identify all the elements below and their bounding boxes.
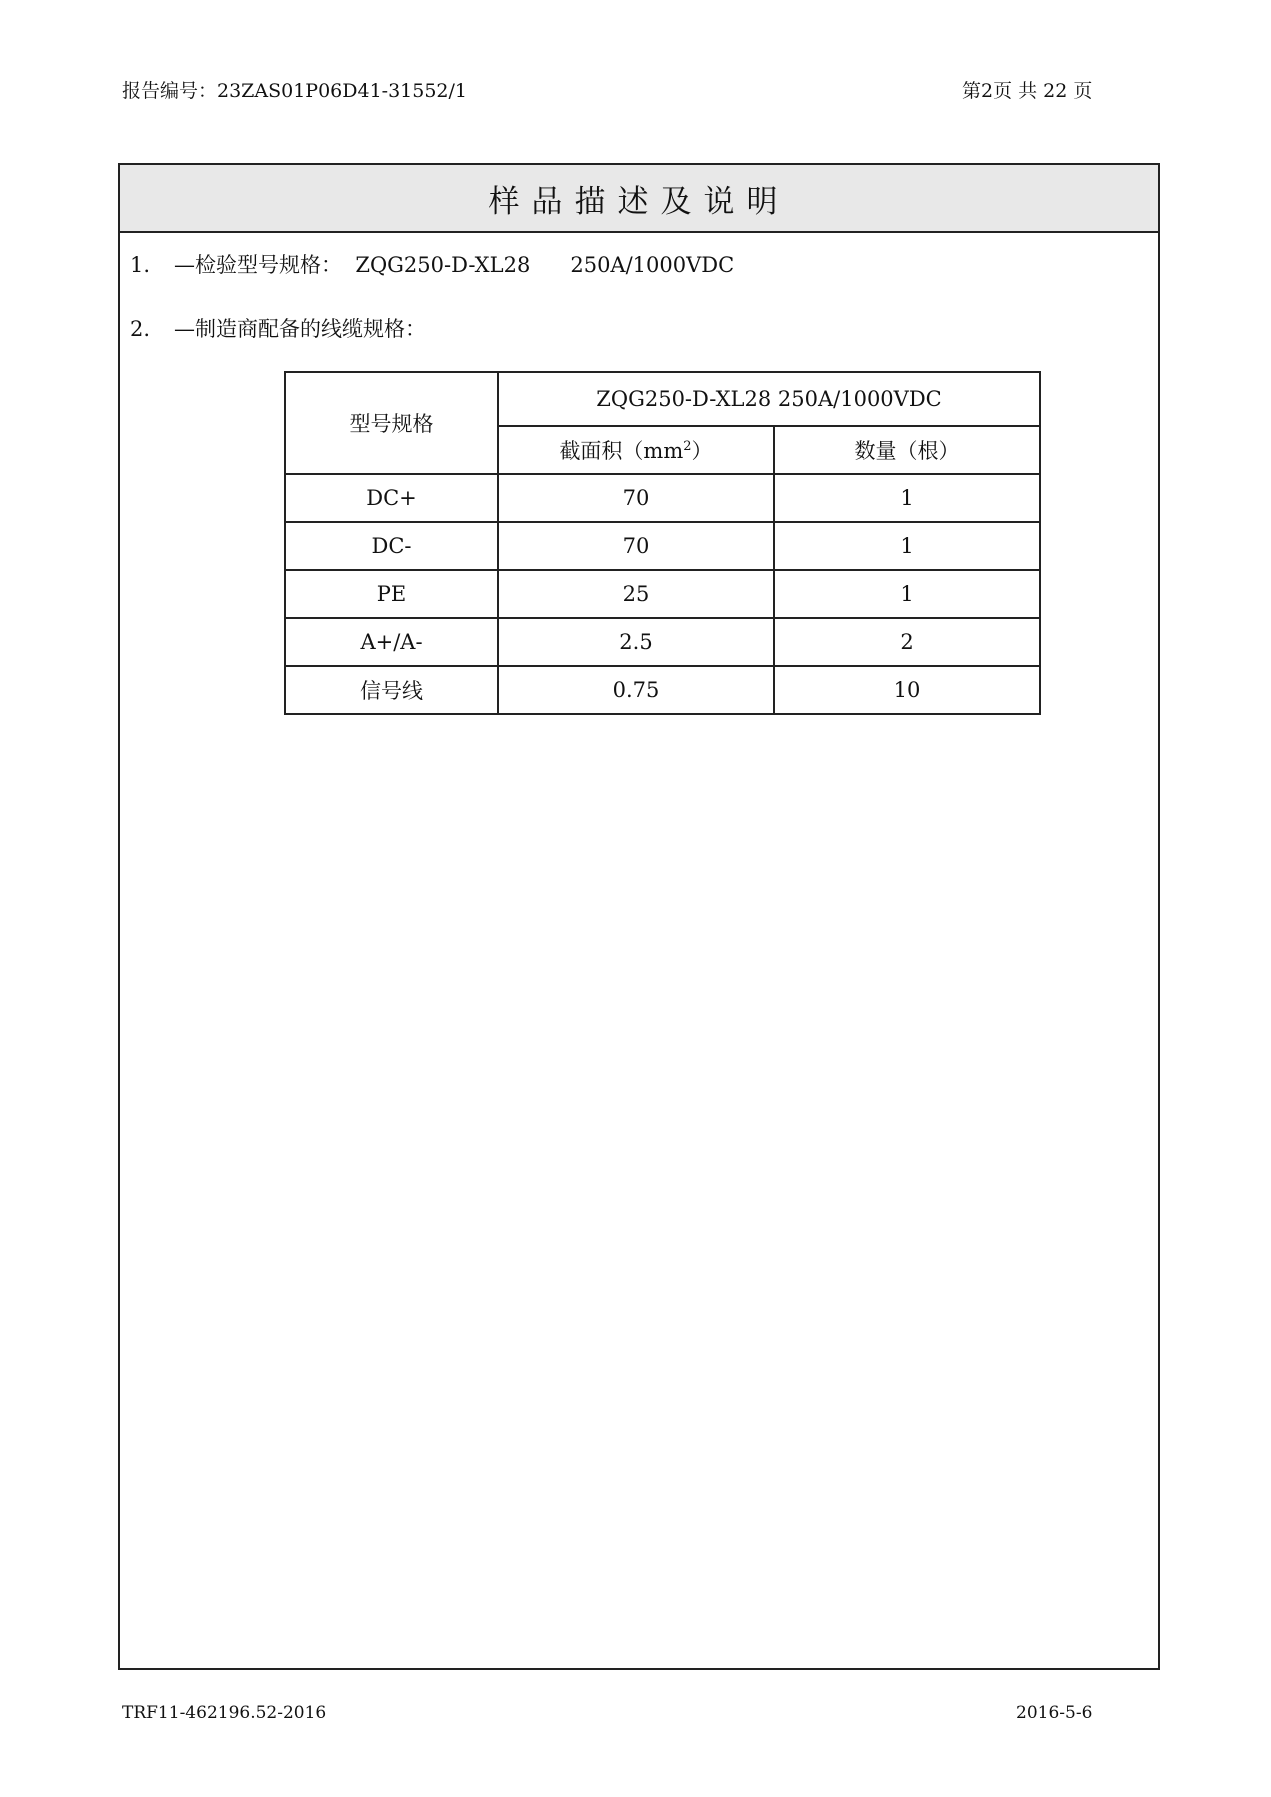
area-cell: 0.75: [498, 666, 774, 714]
qty-cell: 2: [774, 618, 1040, 666]
form-number: TRF11-462196.52-2016: [122, 1703, 327, 1723]
item-text: —制造商配备的线缆规格：: [174, 317, 426, 341]
item-number: 1.: [130, 253, 151, 277]
model-header-cell: ZQG250-D-XL28 250A/1000VDC: [498, 372, 1040, 426]
row-header-cell: 型号规格: [285, 372, 498, 474]
table-row: [285, 474, 1040, 522]
area-cell: 25: [498, 570, 774, 618]
table-row: [285, 522, 1040, 570]
qty-cell: 1: [774, 570, 1040, 618]
area-header-cell: 截面积$(mm^2)$: [498, 426, 774, 474]
table-row: [285, 666, 1040, 714]
area-cell: 70: [498, 474, 774, 522]
table-row: [285, 618, 1040, 666]
cable-name-cell: DC+: [285, 474, 498, 522]
area-cell: 2.5: [498, 618, 774, 666]
area-cell: 70: [498, 522, 774, 570]
cable-name-cell: DC-: [285, 522, 498, 570]
cable-spec-table: [284, 371, 1041, 715]
qty-header-cell: 数量（根）: [774, 426, 1040, 474]
cable-name-cell: PE: [285, 570, 498, 618]
item-model-spec: [130, 249, 734, 279]
qty-cell: 1: [774, 474, 1040, 522]
form-date: 2016-5-6: [1016, 1703, 1093, 1723]
qty-cell: 10: [774, 666, 1040, 714]
item-text: —检验型号规格： ZQG250-D-XL28 250A/1000VDC: [174, 253, 735, 277]
item-number: 2.: [130, 317, 151, 341]
item-cable-spec: [130, 313, 426, 343]
qty-cell: 1: [774, 522, 1040, 570]
cable-name-cell: 信号线: [285, 666, 498, 714]
table-row: [285, 570, 1040, 618]
cable-name-cell: A+/A-: [285, 618, 498, 666]
page-info: 第2页 共 22 页: [962, 80, 1093, 102]
sample-description-frame: [118, 163, 1160, 1670]
report-number: 报告编号：23ZAS01P06D41-31552/1: [122, 80, 468, 102]
section-title: 样品描述及说明: [120, 165, 1158, 233]
